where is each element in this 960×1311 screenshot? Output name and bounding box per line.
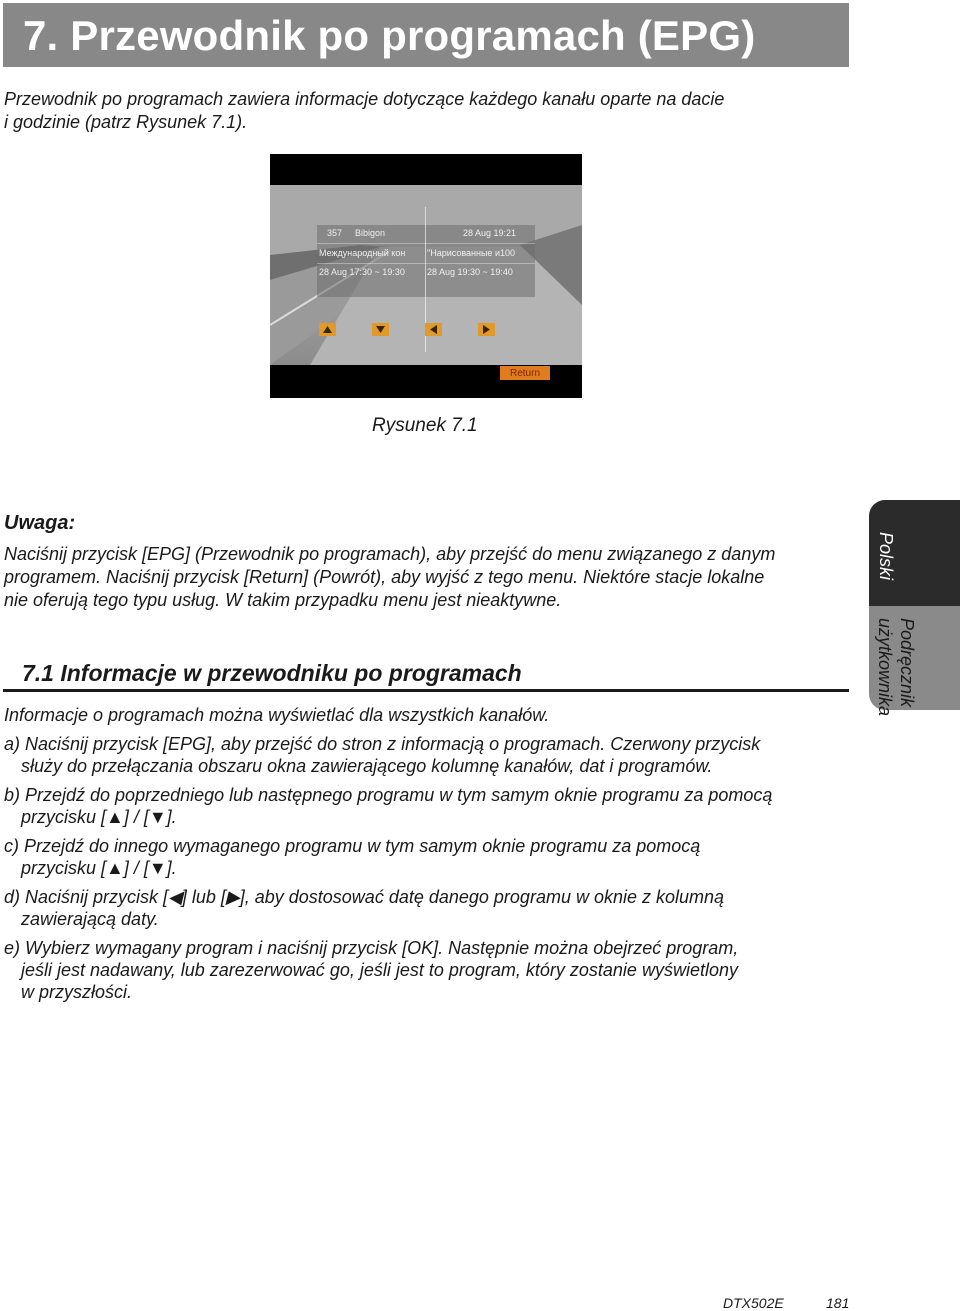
- step-line: służy do przełączania obszaru okna zawierającego kolumnę kanałów, dat i programów.: [21, 756, 713, 776]
- step-line: w przyszłości.: [21, 982, 133, 1002]
- down-arrow-button[interactable]: [372, 323, 389, 336]
- section-intro-line: Informacje o programach można wyświetlać dla wszystkich kanałów.: [4, 705, 550, 725]
- chapter-title: 7. Przewodnik po programach (EPG): [23, 12, 756, 59]
- right-arrow-button[interactable]: [478, 323, 495, 336]
- section-divider: [3, 689, 849, 692]
- note-line: Naciśnij przycisk [EPG] (Przewodnik po programach), aby przejść do menu związanego z danym: [4, 544, 776, 564]
- channel-name: Bibigon: [355, 228, 386, 238]
- right-arrow-icon: [483, 325, 490, 334]
- tv-scene-background: [270, 185, 582, 365]
- note-line: programem. Naciśnij przycisk [Return] (Powrót), aby wyjść z tego menu. Niektóre stacje lokalne: [4, 567, 765, 587]
- return-button[interactable]: Return: [500, 366, 550, 380]
- left-arrow-icon: [430, 325, 437, 334]
- program-title: "Нарисованные и100: [427, 248, 515, 258]
- page-number: 181: [826, 1295, 850, 1311]
- figure-caption: Rysunek 7.1: [372, 415, 478, 436]
- step-line: a) Naciśnij przycisk [EPG], aby przejść do stron z informacją o programach. Czerwony przycisk: [4, 734, 761, 754]
- language-side-tab: [869, 500, 960, 606]
- step-b: [4, 784, 844, 828]
- step-line: c) Przejdź do innego wymaganego programu w tym samym oknie programu za pomocą: [4, 836, 701, 856]
- step-e: [4, 937, 844, 1003]
- program-title: Международный кон: [319, 248, 406, 258]
- manual-label-line1: Podręcznik: [897, 618, 917, 708]
- intro-paragraph: [4, 88, 824, 134]
- manual-label-line2: użytkownika: [875, 618, 895, 717]
- step-d: [4, 886, 844, 930]
- intro-line: Przewodnik po programach zawiera informacje dotyczące każdego kanału oparte na dacie: [4, 89, 725, 109]
- chapter-title-bar: [3, 3, 849, 67]
- step-line: przycisku [▲] / [▼].: [21, 858, 177, 878]
- section-intro: [4, 704, 844, 726]
- language-label: Polski: [876, 532, 896, 581]
- program-time: 28 Aug 19:30 ~ 19:40: [427, 267, 513, 277]
- up-arrow-icon: [323, 326, 332, 333]
- left-arrow-button[interactable]: [425, 323, 442, 336]
- step-line: e) Wybierz wymagany program i naciśnij przycisk [OK]. Następnie można obejrzeć program,: [4, 938, 739, 958]
- footer-model: DTX502E: [723, 1295, 784, 1311]
- program-time: 28 Aug 17:30 ~ 19:30: [319, 267, 405, 277]
- note-body: [4, 543, 840, 612]
- step-line: b) Przejdź do poprzedniego lub następnego programu w tym samym oknie programu za pomocą: [4, 785, 773, 805]
- step-c: [4, 835, 844, 879]
- down-arrow-icon: [376, 326, 385, 333]
- epg-screenshot: [270, 154, 582, 398]
- channel-number: 357: [327, 228, 343, 238]
- note-title: Uwaga:: [4, 512, 76, 534]
- epg-program-row[interactable]: [317, 245, 535, 264]
- step-line: zawierającą daty.: [21, 909, 159, 929]
- intro-line: i godzinie (patrz Rysunek 7.1).: [4, 112, 248, 132]
- epg-panel: [317, 225, 535, 297]
- up-arrow-button[interactable]: [319, 323, 336, 336]
- epg-header-row: [317, 225, 535, 244]
- step-line: jeśli jest nadawany, lub zarezerwować go, jeśli jest to program, który zostanie wyświetlony: [21, 960, 738, 980]
- step-line: przycisku [▲] / [▼].: [21, 807, 177, 827]
- step-a: [4, 733, 844, 777]
- note-line: nie oferują tego typu usług. W takim przypadku menu jest nieaktywne.: [4, 590, 562, 610]
- epg-time-row: [317, 264, 535, 282]
- step-line: d) Naciśnij przycisk [◀] lub [▶], aby dostosować datę danego programu w oknie z kolumną: [4, 887, 725, 907]
- manual-side-tab: [869, 606, 960, 717]
- current-datetime: 28 Aug 19:21: [463, 228, 517, 238]
- section-title: 7.1 Informacje w przewodniku po programach: [22, 660, 522, 686]
